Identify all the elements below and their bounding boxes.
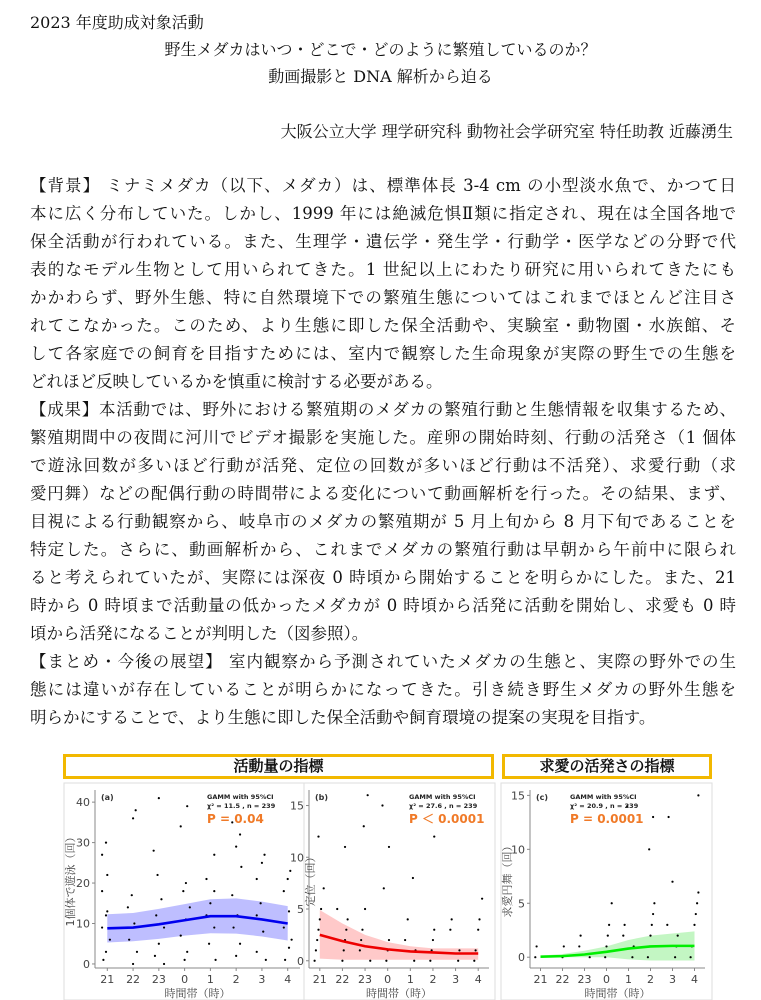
data-point: [209, 902, 211, 904]
year-label: 2023 年度助成対象活動: [30, 13, 204, 32]
data-point: [343, 949, 345, 951]
data-point: [186, 805, 188, 807]
data-point: [361, 929, 363, 931]
model-label: GAMM with 95%CI: [409, 793, 476, 801]
body-line: 本に広く分布していた。しかし、1999 年には絶滅危惧Ⅱ類に指定され、現在は全国各地で: [30, 204, 736, 223]
chart-panel-c: [500, 783, 712, 1000]
data-point: [239, 833, 241, 835]
stats-label: χ² = 27.6 , n = 239: [409, 802, 478, 810]
data-point: [315, 949, 317, 951]
data-point: [695, 913, 697, 915]
data-point: [336, 908, 338, 910]
courtship-header: 求愛の活発さの指標: [502, 754, 712, 779]
x-tick-label: 4: [691, 973, 698, 986]
data-point: [101, 890, 103, 892]
data-point: [208, 943, 210, 945]
panel-label: (a): [101, 793, 114, 802]
data-point: [697, 891, 699, 893]
y-tick-label: 5: [297, 903, 304, 917]
data-point: [652, 816, 654, 818]
data-point: [611, 902, 613, 904]
data-point: [319, 918, 321, 920]
subtitle: 動画撮影と DNA 解析から迫る: [268, 67, 493, 86]
body-line: して各家庭での飼育を目指すためには、室内で観察した生命現象が実際の野生での生態を: [30, 344, 736, 363]
data-point: [648, 848, 650, 850]
x-tick-label: 0: [603, 973, 610, 986]
data-point: [105, 841, 107, 843]
data-point: [369, 960, 371, 962]
data-point: [578, 945, 580, 947]
body-line: ると考えられていたが、実際には深夜 0 時頃から開始することを明らかにした。また、21: [30, 568, 736, 587]
data-point: [693, 924, 695, 926]
data-point: [105, 914, 107, 916]
x-tick-label: 23: [358, 973, 373, 986]
x-tick-label: 22: [335, 973, 350, 986]
data-point: [283, 926, 285, 928]
data-point: [289, 870, 291, 872]
body-line: 頃から活発になることが判明した（図参照）。: [30, 624, 369, 643]
x-tick-label: 1: [406, 973, 414, 986]
p-value-label: P = 0.04: [207, 812, 264, 826]
data-point: [265, 959, 267, 961]
data-point: [235, 846, 237, 848]
y-tick-label: 10: [290, 851, 304, 865]
data-point: [671, 881, 673, 883]
body-line: 愛円舞）などの配偶行動の時間帯による変化について動画解析を行った。その結果、まず、: [30, 484, 736, 503]
data-point: [156, 874, 158, 876]
x-tick-label: 2: [647, 973, 654, 986]
body-line: 態には違いが存在していることが明らかになってきた。引き続き野生メダカの野外生態を: [30, 680, 736, 699]
y-tick-label: 0: [297, 954, 304, 968]
data-point: [359, 949, 361, 951]
body-line: どれほど反映しているかを慎重に検討する必要がある。: [30, 372, 443, 391]
x-tick-label: 3: [452, 973, 460, 986]
y-axis-label: 1個体で遊泳（回）: [64, 831, 77, 927]
chart-panel-a: [63, 783, 304, 1000]
panel-label: (b): [315, 793, 329, 802]
data-point: [347, 918, 349, 920]
data-point: [132, 817, 134, 819]
data-point: [385, 960, 387, 962]
data-point: [647, 956, 649, 958]
x-tick-label: 21: [312, 973, 327, 986]
data-point: [697, 794, 699, 796]
data-point: [388, 939, 390, 941]
x-tick-label: 2: [429, 973, 437, 986]
x-tick-label: 4: [284, 973, 292, 986]
data-point: [154, 955, 156, 957]
data-point: [563, 945, 565, 947]
stats-label: χ² = 20.9 , n = 239: [570, 802, 639, 810]
data-point: [105, 951, 107, 953]
y-axis-label: 求愛円舞（回）: [501, 840, 514, 918]
data-point: [260, 902, 262, 904]
data-point: [449, 929, 451, 931]
data-point: [291, 939, 293, 941]
data-point: [432, 939, 434, 941]
data-point: [239, 943, 241, 945]
x-tick-label: 22: [126, 973, 141, 986]
data-point: [605, 945, 607, 947]
data-point: [475, 949, 477, 951]
data-point: [102, 959, 104, 961]
data-point: [360, 939, 362, 941]
data-point: [316, 939, 318, 941]
data-point: [256, 951, 258, 953]
data-point: [404, 939, 406, 941]
data-point: [101, 854, 103, 856]
data-point: [184, 959, 186, 961]
data-point: [320, 908, 322, 910]
body-line: 【背景】 ミナミメダカ（以下、メダカ）は、標準体長 3-4 cm の小型淡水魚で、かつて日: [30, 176, 736, 195]
data-point: [155, 914, 157, 916]
data-point: [363, 825, 365, 827]
p-value-label: P ＜ 0.0001: [409, 812, 485, 826]
data-point: [132, 963, 134, 965]
body-line: 時から 0 時頃まで活動量の低かったメダカが 0 時頃から活発に活動を開始し、求愛も 0 時: [30, 596, 736, 615]
data-point: [649, 935, 651, 937]
data-point: [381, 804, 383, 806]
body-line: 【まとめ・今後の展望】 室内観察から予測されていたメダカの生態と、実際の野外での生: [30, 652, 736, 671]
data-point: [580, 935, 582, 937]
data-point: [158, 943, 160, 945]
y-tick-label: 15: [511, 789, 525, 803]
data-point: [323, 887, 325, 889]
data-point: [213, 854, 215, 856]
data-point: [101, 926, 103, 928]
p-value-label: P = 0.0001: [570, 812, 644, 826]
title: 野生メダカはいつ・どこで・どのように繁殖しているのか？: [164, 40, 597, 59]
data-point: [364, 908, 366, 910]
x-axis-label: 時間帯（時）: [584, 987, 651, 1000]
data-point: [189, 906, 191, 908]
x-tick-label: 1: [206, 973, 214, 986]
x-tick-label: 22: [555, 973, 570, 986]
data-point: [429, 960, 431, 962]
panel-label: (c): [536, 793, 549, 802]
data-point: [127, 906, 129, 908]
data-point: [317, 929, 319, 931]
data-point: [696, 902, 698, 904]
x-tick-label: 3: [669, 973, 676, 986]
data-point: [478, 918, 480, 920]
data-point: [534, 956, 536, 958]
data-point: [182, 890, 184, 892]
data-point: [314, 960, 316, 962]
data-point: [288, 947, 290, 949]
body-line: 表的なモデル生物として用いられてきた。1 世紀以上にわたり研究に用いられてきたにも: [30, 260, 736, 279]
y-tick-label: 5: [518, 897, 525, 911]
data-point: [131, 894, 133, 896]
data-point: [160, 898, 162, 900]
data-point: [128, 939, 130, 941]
data-point: [668, 816, 670, 818]
data-point: [133, 922, 135, 924]
y-tick-label: 10: [76, 917, 90, 931]
data-point: [458, 949, 460, 951]
data-point: [213, 890, 215, 892]
data-point: [413, 960, 415, 962]
data-point: [235, 955, 237, 957]
body-line: かかわらず、野外生態、特に自然環境下での繁殖生態についてはこれまでほとんど注目さ: [30, 288, 736, 307]
data-point: [589, 956, 591, 958]
body-line: 目視による行動観察から、岐阜市のメダカの繁殖期が 5 月上旬から 8 月下旬であることを: [30, 512, 736, 531]
data-point: [451, 918, 453, 920]
data-point: [407, 918, 409, 920]
data-point: [231, 894, 233, 896]
data-point: [653, 902, 655, 904]
stats-label: χ² = 11.5 , n = 239: [207, 802, 276, 810]
x-tick-label: 0: [384, 973, 392, 986]
data-point: [383, 887, 385, 889]
data-point: [214, 959, 216, 961]
data-point: [433, 929, 435, 931]
y-tick-label: 0: [83, 957, 90, 971]
data-point: [457, 960, 459, 962]
data-point: [412, 877, 414, 879]
x-tick-label: 21: [533, 973, 548, 986]
data-point: [185, 882, 187, 884]
x-tick-label: 2: [232, 973, 240, 986]
data-point: [180, 935, 182, 937]
body-line: で遊泳回数が多いほど行動が活発、定位の回数が多いほど行動は不活発）、求愛行動（求: [30, 456, 736, 475]
data-point: [608, 924, 610, 926]
data-point: [433, 835, 435, 837]
data-point: [341, 960, 343, 962]
data-point: [283, 890, 285, 892]
x-tick-label: 3: [258, 973, 266, 986]
author: 大阪公立大学 理学研究科 動物社会学研究室 特任助教 近藤湧生: [280, 122, 733, 141]
x-tick-label: 23: [151, 973, 166, 986]
y-axis-label: 定位（回）: [304, 851, 317, 907]
y-tick-label: 40: [76, 796, 90, 810]
data-point: [158, 797, 160, 799]
data-point: [344, 846, 346, 848]
y-tick-label: 20: [76, 877, 90, 891]
activity-header: 活動量の指標: [63, 754, 494, 779]
data-point: [240, 866, 242, 868]
data-point: [263, 854, 265, 856]
x-tick-label: 4: [474, 973, 482, 986]
data-point: [106, 910, 108, 912]
data-point: [284, 959, 286, 961]
y-tick-label: 30: [76, 836, 90, 850]
data-point: [262, 930, 264, 932]
data-point: [153, 850, 155, 852]
data-point: [205, 878, 207, 880]
data-point: [666, 924, 668, 926]
data-point: [690, 956, 692, 958]
model-label: GAMM with 95%CI: [570, 793, 637, 801]
y-tick-label: 0: [518, 951, 525, 965]
x-axis-label: 時間帯（時）: [164, 987, 231, 1000]
data-point: [163, 963, 165, 965]
data-point: [109, 939, 111, 941]
data-point: [536, 945, 538, 947]
y-tick-label: 15: [290, 799, 304, 813]
data-point: [180, 825, 182, 827]
body-line: 【成果】本活動では、野外における繁殖期のメダカの繁殖行動と生態情報を収集するため、: [30, 400, 736, 419]
data-point: [186, 951, 188, 953]
body-line: 特定した。さらに、動画解析から、これまでメダカの繁殖行動は早朝から午前中に限られ: [30, 540, 736, 559]
x-axis-label: 時間帯（時）: [366, 987, 432, 1000]
data-point: [481, 898, 483, 900]
x-tick-label: 1: [625, 973, 632, 986]
y-tick-label: 10: [511, 843, 525, 857]
body-line: れてこなかった。このため、より生態に即した保全活動や、実験室・動物園・水族館、そ: [30, 316, 736, 335]
data-point: [106, 874, 108, 876]
x-tick-label: 23: [577, 973, 592, 986]
data-point: [232, 926, 234, 928]
data-point: [213, 926, 215, 928]
chart-panel-b: [290, 783, 495, 1000]
data-point: [288, 910, 290, 912]
data-point: [473, 960, 475, 962]
data-point: [631, 956, 633, 958]
data-point: [135, 809, 137, 811]
x-tick-label: 0: [181, 973, 189, 986]
data-point: [388, 846, 390, 848]
data-point: [604, 956, 606, 958]
data-point: [136, 951, 138, 953]
data-point: [652, 913, 654, 915]
data-point: [256, 878, 258, 880]
data-point: [317, 835, 319, 837]
data-point: [677, 935, 679, 937]
data-point: [287, 878, 289, 880]
data-point: [345, 929, 347, 931]
data-point: [163, 926, 165, 928]
data-point: [607, 935, 609, 937]
data-point: [651, 924, 653, 926]
data-point: [367, 794, 369, 796]
data-point: [674, 956, 676, 958]
data-point: [624, 924, 626, 926]
data-point: [477, 929, 479, 931]
model-label: GAMM with 95%CI: [207, 793, 274, 801]
body-line: 保全活動が行われている。また、生理学・遺伝学・発生学・行動学・医学などの分野で代: [30, 232, 736, 251]
data-point: [256, 914, 258, 916]
body-line: 繁殖期間中の夜間に河川でビデオ撮影を実施した。産卵の開始時刻、行動の活発さ（1 個体: [30, 428, 736, 447]
data-point: [261, 862, 263, 864]
data-point: [622, 935, 624, 937]
x-tick-label: 21: [100, 973, 115, 986]
body-line: 明らかにすることで、より生態に即した保全活動や飼育環境の提案の実現を目指す。: [30, 708, 656, 727]
